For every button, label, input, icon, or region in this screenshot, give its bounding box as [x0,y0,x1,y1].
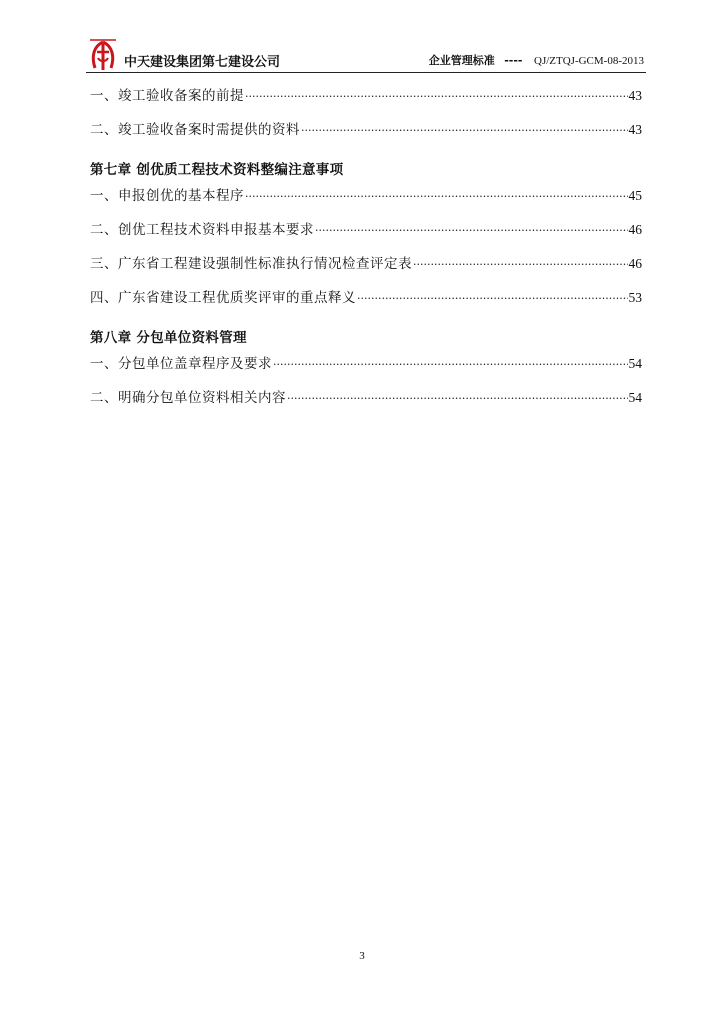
toc-leader [315,224,628,237]
toc-chapter-7-title[interactable]: 第七章 创优质工程技术资料整编注意事项 [90,162,344,178]
toc-entry[interactable] [90,386,642,420]
toc-entry-page: 54 [628,390,642,405]
toc-leader [413,258,628,271]
toc-entry[interactable] [90,218,642,252]
toc-entry-label: 一、分包单位盖章程序及要求 [90,356,272,372]
toc-entry-page: 43 [628,88,642,103]
toc-entry[interactable] [90,252,642,286]
company-name: 中天建设集团第七建设公司 [124,55,281,70]
toc-entry-page: 46 [628,256,642,271]
toc-entry[interactable] [90,286,642,320]
toc-entry-label: 四、广东省建设工程优质奖评审的重点释义 [90,290,356,306]
toc-entry-label: 二、竣工验收备案时需提供的资料 [90,122,300,138]
standard-code: QJ/ZTQJ-GCM-08-2013 [534,55,644,67]
toc-leader [301,124,628,137]
toc-leader [357,292,628,305]
toc-entry-page: 43 [628,122,642,137]
standard-label: 企业管理标准 [428,54,495,67]
toc-entry-label: 二、明确分包单位资料相关内容 [90,390,286,406]
toc-entry[interactable] [90,84,642,118]
toc-entry-page: 54 [628,356,642,371]
toc-entry-label: 一、申报创优的基本程序 [90,188,244,204]
toc-entry[interactable] [90,352,642,386]
page-number: 3 [359,950,365,962]
toc-leader [245,190,628,203]
toc-entry-page: 45 [628,188,642,203]
toc-chapter-8-title[interactable]: 第八章 分包单位资料管理 [90,330,247,346]
standard-separator: ---- [504,54,523,67]
company-logo-icon [86,38,120,72]
table-of-contents [90,84,642,420]
toc-entry-label: 三、广东省工程建设强制性标准执行情况检查评定表 [90,256,412,272]
toc-leader [273,358,628,371]
page-header [86,38,646,72]
toc-entry-page: 46 [628,222,642,237]
toc-entry-label: 二、创优工程技术资料申报基本要求 [90,222,314,238]
toc-leader [287,392,628,405]
toc-leader [245,90,628,103]
toc-entry-page: 53 [628,290,642,305]
standard-info [429,52,644,68]
toc-entry-label: 一、竣工验收备案的前提 [90,88,244,104]
toc-entry[interactable] [90,184,642,218]
toc-entry[interactable] [90,118,642,152]
header-divider [86,72,646,73]
